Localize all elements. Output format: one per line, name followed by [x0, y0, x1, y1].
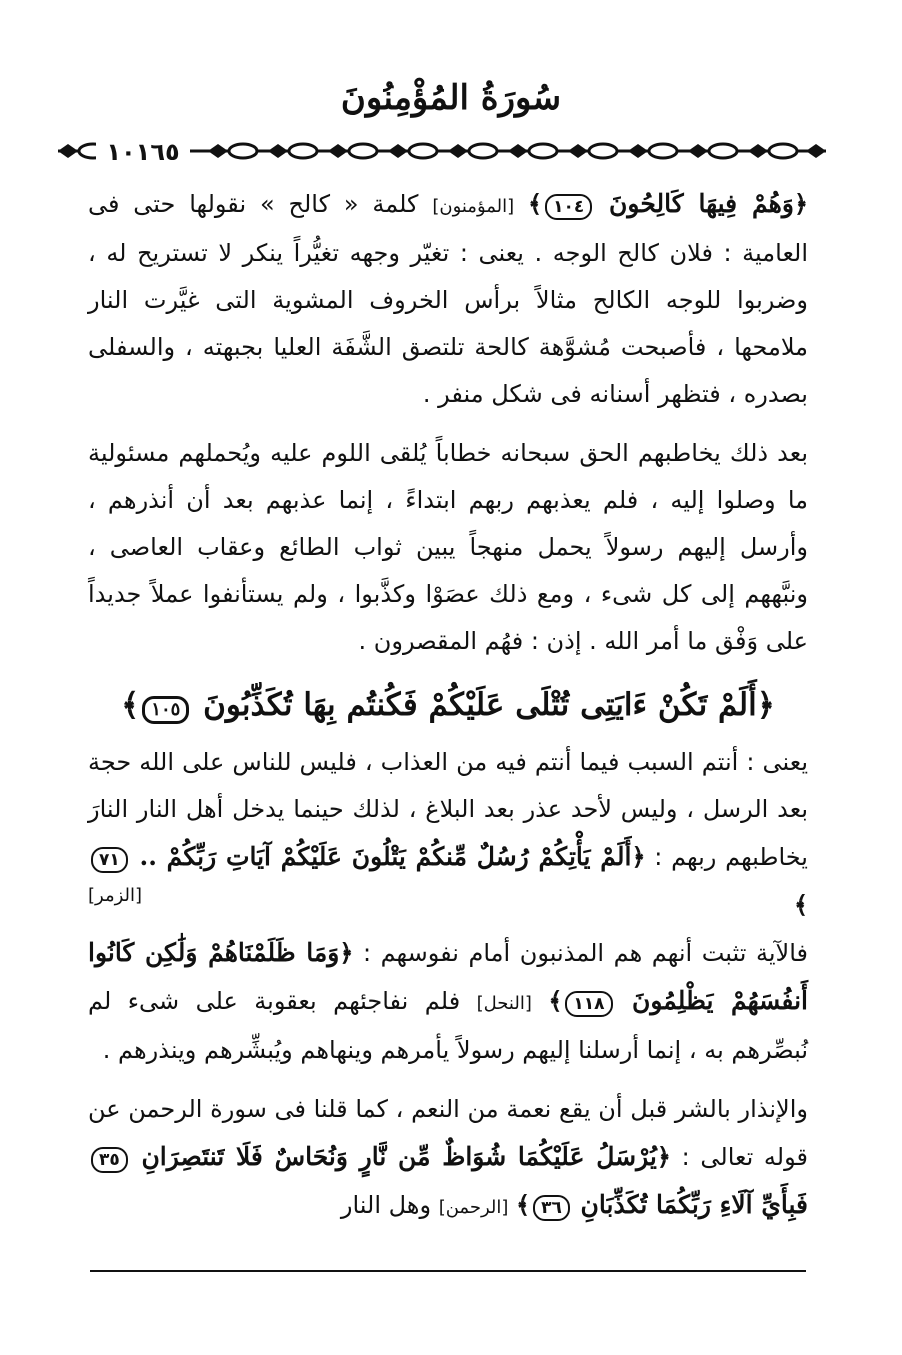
surah-reference: [الزمر] — [88, 885, 143, 906]
ayah-number-badge: ١٠٤ — [545, 194, 592, 220]
surah-title: سُورَةُ المُؤْمِنُونَ — [340, 78, 562, 118]
paragraph-5 — [88, 1086, 808, 1231]
body-text — [88, 180, 808, 1243]
paragraph-3 — [88, 739, 808, 919]
surah-reference: [المؤمنون] — [432, 196, 515, 217]
quran-verse: أَلَمْ يَأْتِكُمْ رُسُلٌ مِّنكُمْ يَتْلُونَ عَلَيْكُمْ آيَاتِ رَبِّكُمْ .. — [139, 842, 632, 871]
verse-open-brace: ﴿ — [756, 687, 775, 723]
paragraph-4 — [88, 929, 808, 1074]
paragraph-2 — [88, 430, 808, 665]
surah-reference: [الرحمن] — [438, 1197, 509, 1218]
footer-rule — [90, 1270, 806, 1272]
quran-verse: فَبِأَيِّ آلَاءِ رَبِّكُمَا تُكَذِّبَانِ — [580, 1190, 808, 1219]
centered-verse — [88, 677, 808, 733]
quran-verse: يُرْسَلُ عَلَيْكُمَا شُوَاظٌ مِّن نَّارٍ وَنُحَاسٌ فَلَا تَنتَصِرَانِ — [141, 1142, 657, 1171]
page-number: ١٠١٦٥ — [96, 138, 190, 166]
paragraph-text: يعنى : أنتم السبب فيما أنتم فيه من العذاب ، فليس للناس على الله حجة بعد الرسل ، وليس لأحد عذر بعد البلاغ ، لذلك حينما يدخل أهل النار النارَ يخاطبهم ربهم : — [88, 748, 808, 871]
ayah-number-badge: ٣٦ — [533, 1195, 570, 1221]
ayah-number-badge: ٣٥ — [91, 1147, 128, 1173]
quran-verse: وَمَا ظَلَمْنَاهُمْ وَلَٰكِن كَانُوا أَنفُسَهُمْ يَظْلِمُونَ — [88, 938, 808, 1015]
paragraph-text: كلمة « كالح » نقولها حتى فى العامية : فلان كالح الوجه . يعنى : تغيّر وجهه تغيُّراً ينكر لا تستريح له ، وضربوا للوجه الكالح مثالاً برأس الخروف المشوية التى غيَّرت النار ملامحها ، فأصبحت مُشوَّهة كالحة تلتصق الشَّفَة العليا بجبهته ، والسفلى بصدره ، فتظهر أسنانه فى شكل منفر . — [88, 190, 808, 408]
quran-verse: أَلَمْ تَكُنْ ءَايَتِى تُتْلَى عَلَيْكُمْ فَكُنتُم بِهَا تُكَذِّبُونَ — [203, 687, 757, 723]
paragraph-text: وهل النار — [340, 1191, 432, 1219]
verse-close-brace: ﴾ — [548, 986, 563, 1015]
paragraph-text: بعد ذلك يخاطبهم الحق سبحانه خطاباً يُلقى اللوم عليه ويُحملهم مسئولية ما وصلوا إليه ، فلم يعذبهم ربهم ابتداءً ، إنما عذبهم بعد أن أنذرهم ، وأرسل إليهم رسولاً يحمل منهجاً يبين ثواب الطائع وعقاب العاصى ، ونبَّههم إلى كل شىء ، ومع ذلك عصَوْا وكذَّبوا ، ولم يستأنفوا عملاً جديداً على وَفْق ما أمر الله . إذن : فهُم المقصرون . — [88, 439, 808, 655]
ayah-number-badge: ٧١ — [91, 847, 128, 873]
quran-verse: وَهُمْ فِيهَا كَالِحُونَ — [609, 189, 794, 218]
verse-close-brace: ﴾ — [528, 189, 543, 218]
paragraph-1 — [88, 180, 808, 418]
verse-open-brace: ﴿ — [339, 938, 354, 967]
verse-open-brace: ﴿ — [631, 842, 646, 871]
paragraph-text: فلم نفاجئهم بعقوبة على شىء لم نُبصِّرهم به ، إنما أرسلنا إليهم رسولاً يأمرهم وينهاهم ويُبشِّرهم وينذرهم . — [88, 987, 808, 1064]
verse-close-brace: ﴾ — [516, 1190, 531, 1219]
paragraph-text: فالآية تثبت أنهم هم المذنبون أمام نفوسهم : — [362, 939, 808, 967]
verse-close-brace: ﴾ — [793, 890, 808, 919]
verse-open-brace: ﴿ — [793, 189, 808, 218]
surah-reference: [النحل] — [476, 993, 532, 1014]
verse-close-brace: ﴾ — [121, 687, 140, 723]
ayah-number-badge: ١٠٥ — [142, 696, 189, 724]
verse-open-brace: ﴿ — [656, 1142, 671, 1171]
ayah-number-badge: ١١٨ — [565, 991, 612, 1017]
paragraph-text: والإنذار بالشر قبل أن يقع نعمة من النعم ، كما قلنا فى سورة الرحمن عن قوله تعالى : — [88, 1095, 808, 1171]
